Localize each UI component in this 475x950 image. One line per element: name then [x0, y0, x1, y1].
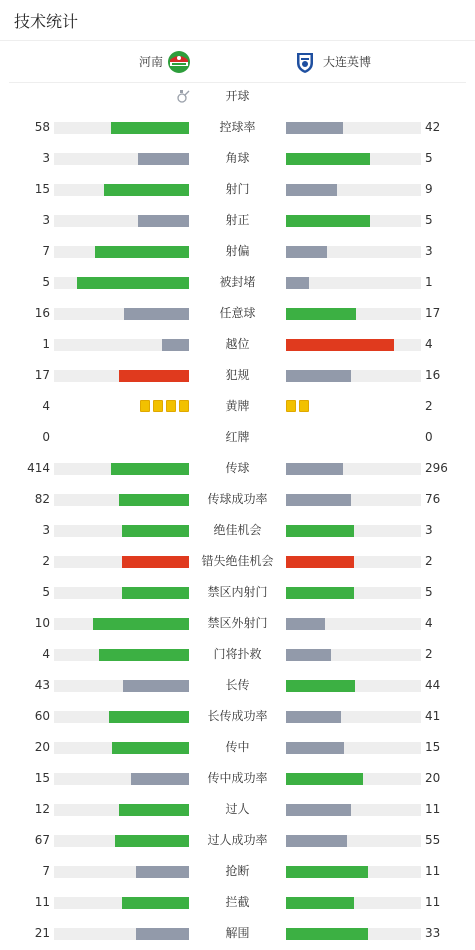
- away-bar-fill: [286, 587, 354, 599]
- home-value: 4: [42, 647, 50, 661]
- home-bar-fill: [122, 556, 190, 568]
- away-value: 16: [425, 368, 441, 382]
- away-bar-track: [286, 339, 421, 351]
- away-bar-track: [286, 866, 421, 878]
- stat-row: [0, 763, 475, 794]
- home-bar-track: [54, 246, 189, 258]
- away-bar-fill: [286, 866, 368, 878]
- away-value: 11: [425, 802, 441, 816]
- home-bar-track: [54, 153, 189, 165]
- yellow-card-icon: [140, 400, 150, 412]
- away-team-name: 大连英博: [323, 55, 372, 69]
- stat-label: 被封堵: [219, 275, 256, 289]
- stat-label: 解围: [225, 926, 250, 940]
- stat-row: [0, 298, 475, 329]
- stat-label: 绝佳机会: [213, 523, 262, 537]
- away-value: 5: [425, 151, 433, 165]
- away-bar-fill: [286, 370, 351, 382]
- away-bar-fill: [286, 928, 368, 940]
- stat-row: [0, 143, 475, 174]
- stat-label: 传中: [225, 740, 250, 754]
- home-value: 3: [42, 151, 50, 165]
- stat-row: [0, 670, 475, 701]
- whistle-icon: [175, 88, 191, 104]
- home-bar-track: [54, 215, 189, 227]
- home-bar-track: [54, 804, 189, 816]
- stat-label: 传中成功率: [207, 771, 268, 785]
- away-value: 3: [425, 523, 433, 537]
- away-value: 4: [425, 616, 433, 630]
- away-bar-fill: [286, 680, 355, 692]
- away-value: 9: [425, 182, 433, 196]
- home-value: 414: [27, 461, 50, 475]
- home-bar-fill: [93, 618, 189, 630]
- stat-label: 越位: [225, 337, 250, 351]
- away-bar-track: [286, 587, 421, 599]
- home-bar-track: [54, 339, 189, 351]
- away-bar-fill: [286, 618, 325, 630]
- stat-label: 传球成功率: [207, 492, 268, 506]
- away-value: 3: [425, 244, 433, 258]
- home-bar-fill: [122, 587, 190, 599]
- home-bar-track: [54, 773, 189, 785]
- home-bar-fill: [136, 866, 189, 878]
- home-team-name: 河南: [138, 55, 163, 69]
- stat-label: 犯规: [225, 368, 250, 382]
- stat-label: 长传成功率: [207, 709, 268, 723]
- home-bar-fill: [99, 649, 189, 661]
- dalian-yingbo-crest-icon: [293, 50, 317, 74]
- stat-row: [0, 174, 475, 205]
- home-bar-fill: [162, 339, 189, 351]
- home-bar-track: [54, 494, 189, 506]
- stat-label: 拦截: [225, 895, 250, 909]
- away-bar-track: [286, 649, 421, 661]
- stat-row: [0, 360, 475, 391]
- away-bar-track: [286, 370, 421, 382]
- home-bar-fill: [119, 804, 189, 816]
- stat-label: 过人: [225, 802, 250, 816]
- home-value: 12: [34, 802, 50, 816]
- home-bar-track: [54, 742, 189, 754]
- stat-label: 角球: [225, 151, 250, 165]
- henan-club-crest-icon: [167, 50, 191, 74]
- stat-row: [0, 825, 475, 856]
- away-value: 5: [425, 585, 433, 599]
- yellow-card-icon: [299, 400, 309, 412]
- home-bar-fill: [119, 494, 189, 506]
- away-bar-fill: [286, 773, 363, 785]
- stat-label: 控球率: [219, 120, 256, 134]
- away-value: 2: [425, 399, 433, 413]
- home-bar-fill: [115, 835, 189, 847]
- away-bar-track: [286, 742, 421, 754]
- teams-header: [9, 41, 466, 83]
- stat-row: [0, 205, 475, 236]
- home-bar-fill: [136, 928, 189, 940]
- home-value: 60: [34, 709, 50, 723]
- home-value: 82: [34, 492, 50, 506]
- stat-row: [0, 484, 475, 515]
- stat-label: 长传: [225, 678, 250, 692]
- home-bar-fill: [95, 246, 190, 258]
- stats-list: [0, 81, 475, 949]
- stat-label: 禁区内射门: [207, 585, 268, 599]
- stat-row: [0, 794, 475, 825]
- stat-label: 门将扑救: [213, 647, 262, 661]
- yellow-card-icon: [286, 400, 296, 412]
- stat-row: [0, 81, 475, 112]
- home-bar-fill: [131, 773, 189, 785]
- home-bar-track: [54, 463, 189, 475]
- away-value: 42: [425, 120, 441, 134]
- away-bar-fill: [286, 463, 343, 475]
- away-bar-track: [286, 246, 421, 258]
- home-bar-track: [54, 928, 189, 940]
- stat-row: [0, 856, 475, 887]
- stat-row: [0, 112, 475, 143]
- away-bar-fill: [286, 804, 351, 816]
- home-value: 17: [34, 368, 50, 382]
- yellow-card-icon: [179, 400, 189, 412]
- away-value: 15: [425, 740, 441, 754]
- away-bar-fill: [286, 494, 351, 506]
- home-bar-fill: [122, 897, 190, 909]
- stat-label: 开球: [225, 89, 250, 103]
- home-value: 67: [34, 833, 50, 847]
- home-bar-track: [54, 277, 189, 289]
- home-value: 0: [42, 430, 50, 444]
- away-bar-track: [286, 494, 421, 506]
- home-bar-track: [54, 680, 189, 692]
- home-bar-track: [54, 122, 189, 134]
- home-team[interactable]: [139, 41, 191, 82]
- away-value: 11: [425, 864, 441, 878]
- away-value: 11: [425, 895, 441, 909]
- home-bar-track: [54, 649, 189, 661]
- home-value: 3: [42, 523, 50, 537]
- stat-label: 错失绝佳机会: [201, 554, 274, 568]
- away-bar-track: [286, 277, 421, 289]
- home-value: 7: [42, 864, 50, 878]
- away-value: 2: [425, 647, 433, 661]
- away-bar-fill: [286, 246, 327, 258]
- home-value: 43: [34, 678, 50, 692]
- away-value: 76: [425, 492, 441, 506]
- yellow-card-icon: [153, 400, 163, 412]
- home-bar-fill: [111, 463, 189, 475]
- away-bar-fill: [286, 897, 354, 909]
- away-bar-fill: [286, 556, 354, 568]
- home-bar-fill: [77, 277, 189, 289]
- stat-label: 任意球: [219, 306, 256, 320]
- stat-row: [0, 577, 475, 608]
- yellow-card-icon: [166, 400, 176, 412]
- home-value: 16: [34, 306, 50, 320]
- away-bar-track: [286, 308, 421, 320]
- away-bar-track: [286, 463, 421, 475]
- home-value: 5: [42, 585, 50, 599]
- away-bar-track: [286, 618, 421, 630]
- away-team[interactable]: [293, 41, 371, 82]
- stat-label: 射正: [225, 213, 250, 227]
- away-value: 33: [425, 926, 441, 940]
- home-bar-track: [54, 184, 189, 196]
- home-value: 58: [34, 120, 50, 134]
- page-title: 技术统计: [14, 12, 79, 31]
- stat-label: 禁区外射门: [207, 616, 268, 630]
- away-bar-fill: [286, 277, 309, 289]
- away-bar-track: [286, 525, 421, 537]
- away-value: 41: [425, 709, 441, 723]
- stat-label: 黄牌: [225, 399, 250, 413]
- stat-label: 过人成功率: [207, 833, 268, 847]
- home-bar-track: [54, 835, 189, 847]
- home-bar-fill: [122, 525, 190, 537]
- away-bar-track: [286, 215, 421, 227]
- stat-row: [0, 236, 475, 267]
- home-bar-fill: [138, 215, 189, 227]
- away-bar-track: [286, 804, 421, 816]
- away-bar-fill: [286, 153, 370, 165]
- away-bar-track: [286, 122, 421, 134]
- home-bar-track: [54, 618, 189, 630]
- stat-label: 红牌: [225, 430, 250, 444]
- home-value: 10: [34, 616, 50, 630]
- stat-row: [0, 546, 475, 577]
- home-bar-fill: [138, 153, 189, 165]
- home-value: 3: [42, 213, 50, 227]
- home-bar-track: [54, 897, 189, 909]
- home-bar-track: [54, 525, 189, 537]
- away-bar-fill: [286, 835, 347, 847]
- away-bar-track: [286, 184, 421, 196]
- stat-row: [0, 887, 475, 918]
- home-yellow-cards: [140, 400, 189, 414]
- away-value: 55: [425, 833, 441, 847]
- stat-label: 射偏: [225, 244, 250, 258]
- stat-row: [0, 701, 475, 732]
- home-value: 20: [34, 740, 50, 754]
- home-value: 11: [34, 895, 50, 909]
- away-bar-fill: [286, 184, 337, 196]
- stat-row: [0, 267, 475, 298]
- away-bar-fill: [286, 339, 394, 351]
- away-value: 2: [425, 554, 433, 568]
- stat-row: [0, 608, 475, 639]
- away-bar-fill: [286, 122, 343, 134]
- stat-row: [0, 639, 475, 670]
- away-bar-track: [286, 680, 421, 692]
- stat-label: 传球: [225, 461, 250, 475]
- away-value: 5: [425, 213, 433, 227]
- home-bar-fill: [104, 184, 189, 196]
- home-value: 4: [42, 399, 50, 413]
- away-value: 20: [425, 771, 441, 785]
- away-bar-track: [286, 153, 421, 165]
- home-bar-track: [54, 370, 189, 382]
- home-bar-fill: [111, 122, 189, 134]
- home-value: 2: [42, 554, 50, 568]
- stat-row: [0, 329, 475, 360]
- away-value: 44: [425, 678, 441, 692]
- away-value: 1: [425, 275, 433, 289]
- home-value: 21: [34, 926, 50, 940]
- stat-row: [0, 732, 475, 763]
- away-value: 296: [425, 461, 448, 475]
- home-bar-fill: [124, 308, 189, 320]
- home-bar-fill: [109, 711, 189, 723]
- away-bar-track: [286, 773, 421, 785]
- away-value: 17: [425, 306, 441, 320]
- away-bar-fill: [286, 711, 341, 723]
- away-bar-track: [286, 897, 421, 909]
- away-bar-track: [286, 835, 421, 847]
- away-value: 4: [425, 337, 433, 351]
- home-value: 1: [42, 337, 50, 351]
- away-bar-track: [286, 711, 421, 723]
- home-bar-fill: [123, 680, 189, 692]
- away-yellow-cards: [286, 400, 309, 414]
- home-value: 15: [34, 182, 50, 196]
- stat-row: [0, 453, 475, 484]
- away-bar-fill: [286, 525, 354, 537]
- away-bar-track: [286, 928, 421, 940]
- away-bar-track: [286, 556, 421, 568]
- home-bar-fill: [112, 742, 189, 754]
- away-value: 0: [425, 430, 433, 444]
- home-bar-track: [54, 587, 189, 599]
- stat-row: [0, 918, 475, 949]
- away-bar-fill: [286, 649, 331, 661]
- home-value: 15: [34, 771, 50, 785]
- stat-label: 抢断: [225, 864, 250, 878]
- stat-row: [0, 391, 475, 422]
- stat-label: 射门: [225, 182, 250, 196]
- page-header: [0, 0, 475, 41]
- home-bar-track: [54, 556, 189, 568]
- home-bar-track: [54, 308, 189, 320]
- home-value: 5: [42, 275, 50, 289]
- home-bar-track: [54, 866, 189, 878]
- home-bar-track: [54, 711, 189, 723]
- away-bar-fill: [286, 215, 370, 227]
- away-bar-fill: [286, 308, 356, 320]
- stat-row: [0, 515, 475, 546]
- stat-row: [0, 422, 475, 453]
- home-value: 7: [42, 244, 50, 258]
- away-bar-fill: [286, 742, 344, 754]
- home-bar-fill: [119, 370, 189, 382]
